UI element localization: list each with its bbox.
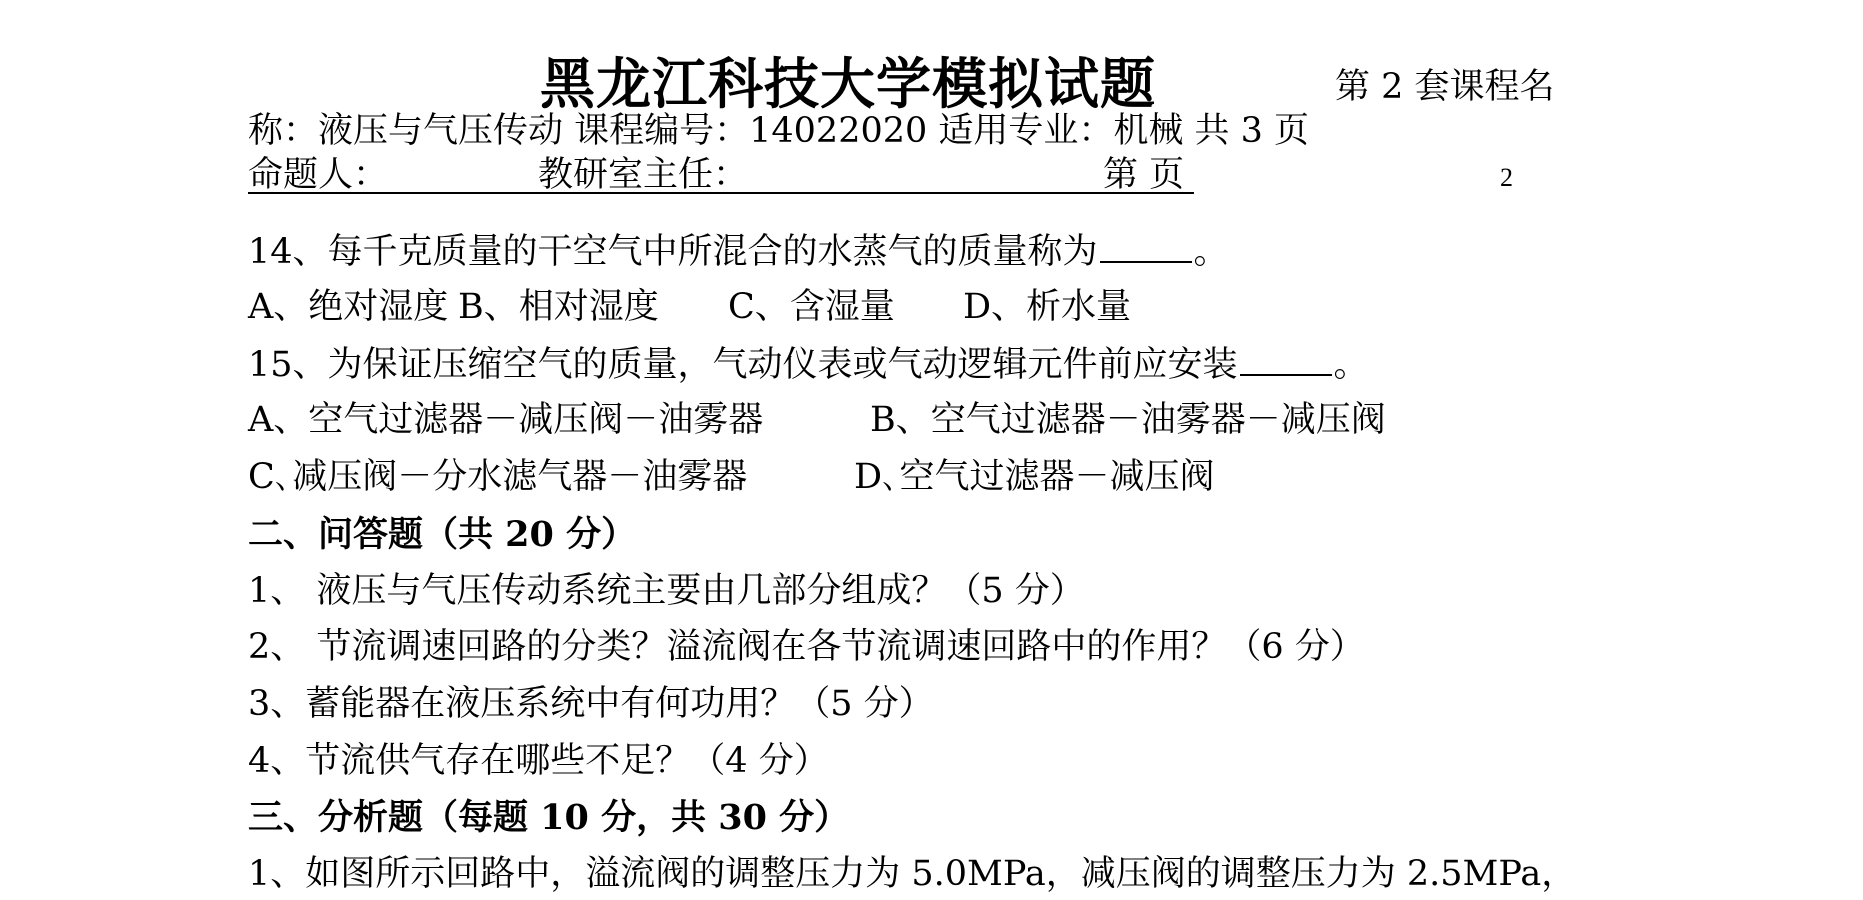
director-label: 教研室主任： [538, 155, 749, 195]
question-15-options-row2 [248, 457, 1215, 497]
question-15 [248, 346, 1369, 383]
option-d: D､空气过滤器－减压阀 [854, 457, 1215, 497]
section-3-item-1: 1、如图所示回路中，溢流阀的调整压力为 5.0MPa，减压阀的调整压力为 2.5MPa， [248, 854, 1577, 894]
page-label: 第 页 [1103, 155, 1185, 195]
question-14-stem: 14、每千克质量的干空气中所混合的水蒸气的质量称为 [248, 232, 1098, 272]
section-3-heading: 三、分析题（每题 10 分，共 30 分） [248, 797, 850, 838]
option-b: B、空气过滤器－油雾器－减压阀 [870, 400, 1386, 440]
question-14-end: 。 [1193, 232, 1229, 272]
option-a: A、绝对湿度 [248, 287, 449, 327]
option-b: B、相对湿度 [458, 287, 659, 327]
question-15-end: 。 [1333, 345, 1369, 385]
answer-blank [1100, 233, 1192, 263]
option-d: D、析水量 [963, 287, 1132, 327]
course-info-line: 称：液压与气压传动 课程编号：14022020 适用专业：机械 共 3 页 [248, 111, 1310, 151]
question-14-options [248, 287, 1132, 327]
question-15-stem: 15、为保证压缩空气的质量，气动仪表或气动逻辑元件前应安装 [248, 345, 1238, 385]
question-15-options-row1 [248, 400, 1386, 440]
page-number: 2 [1500, 163, 1513, 192]
section-2-item-2: 2、 节流调速回路的分类？溢流阀在各节流调速回路中的作用？（6 分） [248, 627, 1365, 667]
answer-blank [1240, 346, 1332, 376]
section-2-item-4: 4、节流供气存在哪些不足？（4 分） [248, 741, 829, 781]
paper-set-label: 第 2 套课程名 [1335, 67, 1555, 107]
section-2-item-1: 1、 液压与气压传动系统主要由几部分组成？（5 分） [248, 571, 1085, 611]
section-2-heading: 二、问答题（共 20 分） [248, 514, 637, 555]
option-c: C、含湿量 [728, 287, 895, 327]
option-c: C､减压阀－分水滤气器－油雾器 [248, 457, 748, 497]
exam-title: 黑龙江科技大学模拟试题 [540, 51, 1157, 116]
signature-line [248, 155, 1194, 195]
section-2-item-3: 3、蓄能器在液压系统中有何功用？（5 分） [248, 684, 934, 724]
setter-label: 命题人： [248, 155, 389, 195]
option-a: A、空气过滤器－减压阀－油雾器 [248, 400, 764, 440]
question-14 [248, 233, 1229, 270]
